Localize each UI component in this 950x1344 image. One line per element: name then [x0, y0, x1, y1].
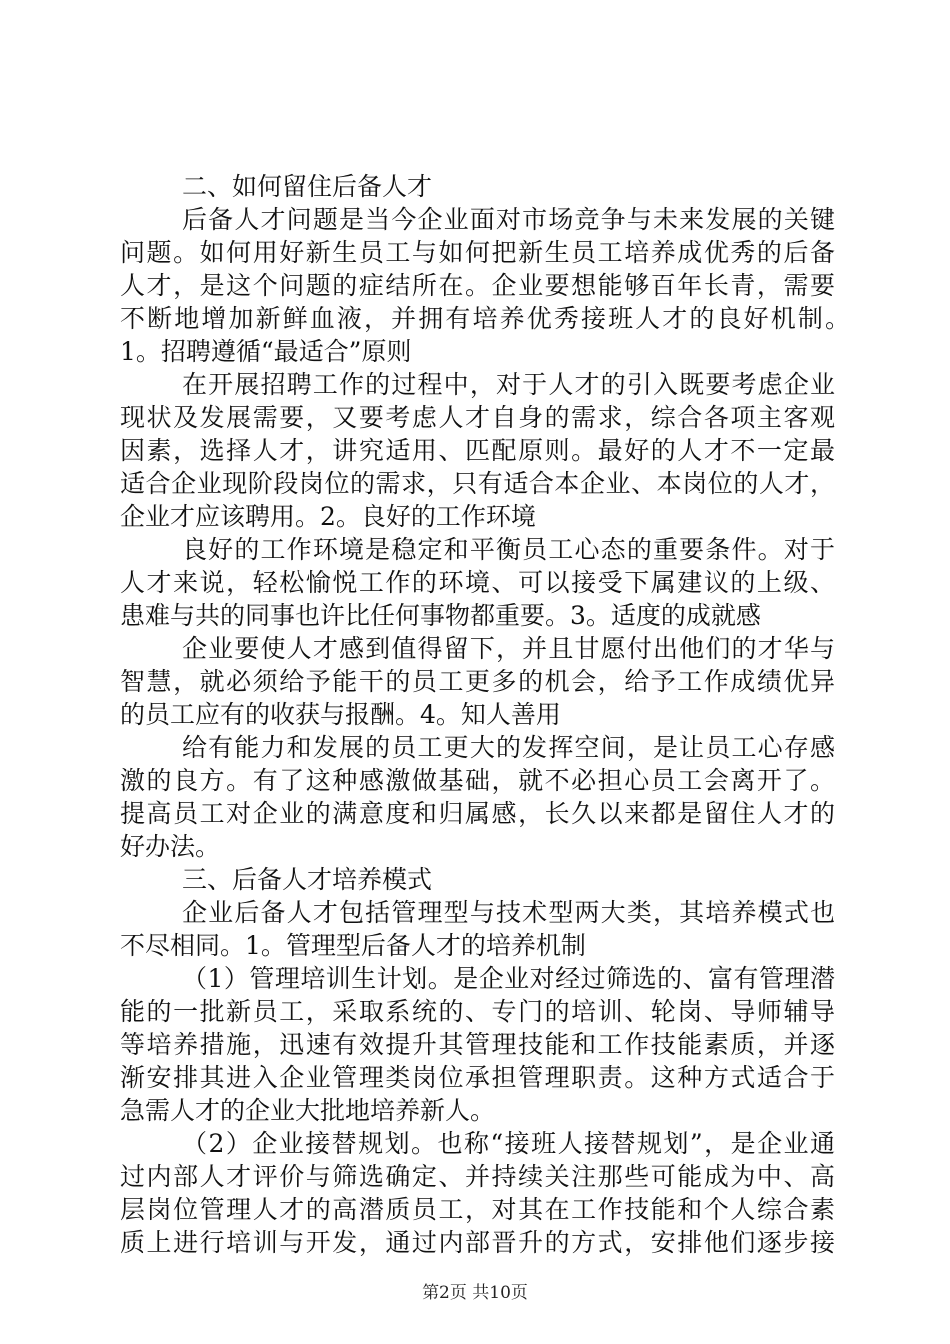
paragraph-line: 能的一批新员工，采取系统的、专门的培训、轮岗、导师辅导	[120, 997, 835, 1026]
paragraph-line: 的员工应有的收获与报酬。4。知人善用	[120, 700, 561, 729]
paragraph-line: 企业后备人才包括管理型与技术型两大类，其培养模式也	[182, 898, 835, 927]
paragraph-line: 人才，是这个问题的症结所在。企业要想能够百年长青，需要	[120, 271, 835, 300]
paragraph-line: 提高员工对企业的满意度和归属感，长久以来都是留住人才的	[120, 799, 835, 828]
paragraph-line: 人才来说，轻松愉悦工作的环境、可以接受下属建议的上级、	[120, 568, 835, 597]
paragraph-line: 在开展招聘工作的过程中，对于人才的引入既要考虑企业	[182, 370, 835, 399]
paragraph-line: 层岗位管理人才的高潜质员工，对其在工作技能和个人综合素	[120, 1195, 835, 1224]
paragraph-line: 后备人才问题是当今企业面对市场竞争与未来发展的关键	[182, 205, 835, 234]
paragraph-line: 患难与共的同事也许比任何事物都重要。3。适度的成就感	[120, 601, 761, 630]
paragraph-line: 适合企业现阶段岗位的需求，只有适合本企业、本岗位的人才，	[120, 469, 835, 498]
paragraph-line: 好办法。	[120, 832, 221, 861]
paragraph-line: （1）管理培训生计划。是企业对经过筛选的、富有管理潜	[182, 964, 835, 993]
paragraph-line: 不尽相同。1。管理型后备人才的培养机制	[120, 931, 586, 960]
section-heading: 三、后备人才培养模式	[182, 865, 433, 894]
paragraph-line: 不断地增加新鲜血液，并拥有培养优秀接班人才的良好机制。	[120, 304, 850, 333]
paragraph-line: 因素，选择人才，讲究适用、匹配原则。最好的人才不一定最	[120, 436, 835, 465]
paragraph-line: （2）企业接替规划。也称“接班人接替规划”，是企业通	[182, 1129, 835, 1158]
paragraph-line: 急需人才的企业大批地培养新人。	[120, 1096, 496, 1125]
paragraph-line: 智慧，就必须给予能干的员工更多的机会，给予工作成绩优异	[120, 667, 835, 696]
subheading-line: 1。招聘遵循“最适合”原则	[120, 337, 412, 366]
paragraph-line: 等培养措施，迅速有效提升其管理技能和工作技能素质，并逐	[120, 1030, 835, 1059]
paragraph-line: 给有能力和发展的员工更大的发挥空间，是让员工心存感	[182, 733, 835, 762]
paragraph-line: 质上进行培训与开发，通过内部晋升的方式，安排他们逐步接	[120, 1228, 835, 1257]
page-footer: 第2页 共10页	[422, 1283, 528, 1303]
paragraph-line: 现状及发展需要，又要考虑人才自身的需求，综合各项主客观	[120, 403, 835, 432]
paragraph-line: 良好的工作环境是稳定和平衡员工心态的重要条件。对于	[182, 535, 835, 564]
paragraph-line: 企业才应该聘用。2。良好的工作环境	[120, 502, 536, 531]
paragraph-line: 激的良方。有了这种感激做基础，就不必担心员工会离开了。	[120, 766, 835, 795]
paragraph-line: 问题。如何用好新生员工与如何把新生员工培养成优秀的后备	[120, 238, 835, 267]
paragraph-line: 过内部人才评价与筛选确定、并持续关注那些可能成为中、高	[120, 1162, 835, 1191]
section-heading: 二、如何留住后备人才	[182, 172, 433, 201]
paragraph-line: 渐安排其进入企业管理类岗位承担管理职责。这种方式适合于	[120, 1063, 835, 1092]
paragraph-line: 企业要使人才感到值得留下，并且甘愿付出他们的才华与	[182, 634, 835, 663]
